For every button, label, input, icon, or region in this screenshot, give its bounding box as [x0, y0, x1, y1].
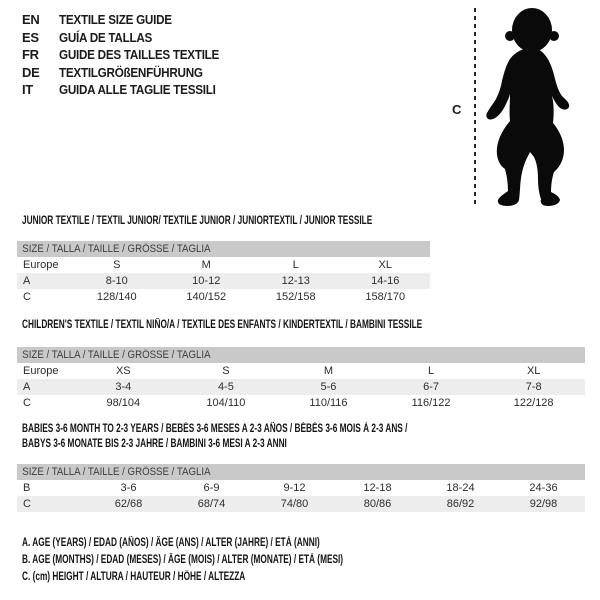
table-cell: 4-5 [217, 381, 234, 393]
table-cell: 10-12 [192, 275, 221, 287]
row-label: C [23, 291, 31, 303]
babies-section-title [22, 422, 557, 452]
table-cell: 6-9 [203, 482, 220, 494]
table-cell: 116/122 [411, 397, 451, 409]
row-label: C [23, 498, 31, 510]
table-cell: 74/80 [280, 498, 309, 510]
table-cell: 3-4 [115, 381, 132, 393]
babies-size-table [17, 464, 585, 512]
table-cell: 104/110 [206, 397, 246, 409]
lang-title: TEXTILGRÖßENFÜHRUNG [59, 64, 203, 80]
table-cell: 3-6 [120, 482, 137, 494]
junior-size-table [17, 241, 430, 305]
table-cell: M [201, 259, 211, 271]
row-label: Europe [23, 365, 59, 377]
lang-title: GUIDA ALLE TAGLIE TESSILI [59, 82, 216, 98]
lang-code: ES [22, 29, 39, 45]
table-cell: 62/68 [114, 498, 143, 510]
table-cell: 122/128 [513, 397, 554, 409]
note-b [22, 554, 468, 571]
baby-silhouette-icon [479, 5, 591, 209]
lang-title: GUIDE DES TAILLES TEXTILE [59, 47, 220, 63]
table-cell: 110/116 [309, 397, 348, 409]
table-cell: 5-6 [320, 381, 337, 393]
row-label: A [23, 381, 31, 393]
lang-row-es [22, 29, 237, 47]
lang-row-de [22, 64, 237, 82]
children-size-table [17, 347, 585, 411]
junior-section-title [22, 214, 508, 229]
lang-code: EN [22, 12, 40, 28]
height-measure-label: C [452, 102, 462, 117]
table-row [17, 273, 430, 289]
height-measure-dashed-line [474, 8, 476, 206]
table-cell: 6-7 [423, 381, 440, 393]
table-cell: 98/104 [106, 397, 141, 409]
row-label: C [23, 397, 31, 409]
children-size-header-bar [17, 347, 585, 363]
children-section-title-text: CHILDREN'S TEXTILE / TEXTIL NIÑO/A / TEXTILE DES ENFANTS / KINDERTEXTIL / BAMBINI TESSILE [22, 319, 423, 331]
note-a-text: A. AGE (YEARS) / EDAD (AÑOS) / ÂGE (ANS) / ALTER (JAHRE) / ETÀ (ANNI) [22, 537, 320, 549]
junior-size-header-bar [17, 241, 430, 257]
table-row [17, 257, 430, 273]
lang-code: DE [22, 64, 40, 80]
babies-size-header-bar [17, 464, 585, 480]
size-header-label: SIZE / TALLA / TAILLE / GRÖSSE / TAGLIA [22, 466, 211, 478]
table-cell: 12-18 [363, 482, 392, 494]
table-cell: 9-12 [283, 482, 306, 494]
lang-title: GUÍA DE TALLAS [59, 29, 153, 45]
note-b-text: B. AGE (MONTHS) / EDAD (MESES) / ÂGE (MOIS) / ALTER (MONATE) / ETÀ (MESI) [22, 554, 344, 566]
table-row [17, 496, 585, 512]
table-row [17, 363, 585, 379]
table-cell: XL [526, 365, 541, 377]
table-row [17, 289, 430, 305]
table-cell: 140/152 [186, 291, 227, 303]
language-title-block [22, 11, 237, 99]
table-cell: 92/98 [529, 498, 558, 510]
table-row [17, 379, 585, 395]
table-cell: 8-10 [105, 275, 128, 287]
table-cell: 68/74 [197, 498, 226, 510]
table-cell: L [292, 259, 299, 271]
table-cell: 80/86 [363, 498, 392, 510]
junior-section-title-text: JUNIOR TEXTILE / TEXTIL JUNIOR/ TEXTILE JUNIOR / JUNIORTEXTIL / JUNIOR TESSILE [22, 215, 373, 227]
children-section-title [22, 318, 578, 333]
table-row [17, 480, 585, 496]
table-cell: 12-13 [281, 275, 310, 287]
lang-row-it [22, 81, 237, 99]
measure-legend-notes [22, 537, 468, 588]
lang-row-en [22, 11, 237, 29]
table-cell: 128/140 [96, 291, 137, 303]
babies-section-title-line2: BABYS 3-6 MONATE BIS 2-3 JAHRE / BAMBINI 3-6 MESI A 2-3 ANNI [22, 438, 287, 450]
note-c-text: C. (cm) HEIGHT / ALTURA / HAUTEUR / HÖHE / ALTEZZA [22, 571, 246, 583]
lang-title: TEXTILE SIZE GUIDE [59, 12, 172, 28]
table-cell: 7-8 [525, 381, 542, 393]
lang-row-fr [22, 46, 237, 64]
table-cell: L [428, 365, 435, 377]
table-cell: XS [115, 365, 131, 377]
lang-code: FR [22, 47, 39, 63]
table-cell: 86/92 [446, 498, 475, 510]
lang-code: IT [22, 82, 33, 98]
table-cell: 18-24 [446, 482, 475, 494]
table-cell: M [323, 365, 334, 377]
size-header-label: SIZE / TALLA / TAILLE / GRÖSSE / TAGLIA [22, 243, 211, 255]
table-cell: S [113, 259, 121, 271]
row-label: A [23, 275, 31, 287]
table-cell: 24-36 [529, 482, 558, 494]
table-cell: 152/158 [275, 291, 316, 303]
row-label: Europe [23, 259, 59, 271]
table-cell: 14-16 [371, 275, 400, 287]
note-a [22, 537, 468, 554]
row-label: B [23, 482, 31, 494]
table-cell: XL [378, 259, 392, 271]
size-header-label: SIZE / TALLA / TAILLE / GRÖSSE / TAGLIA [22, 349, 211, 361]
table-cell: S [222, 365, 230, 377]
table-row [17, 395, 585, 411]
note-c [22, 571, 468, 588]
babies-section-title-line1: BABIES 3-6 MONTH TO 2-3 YEARS / BEBÉS 3-6 MESES A 2-3 AÑOS / BÉBÉS 3-6 MOIS À 2-3 ANS / [22, 423, 408, 435]
table-cell: 158/170 [365, 291, 406, 303]
